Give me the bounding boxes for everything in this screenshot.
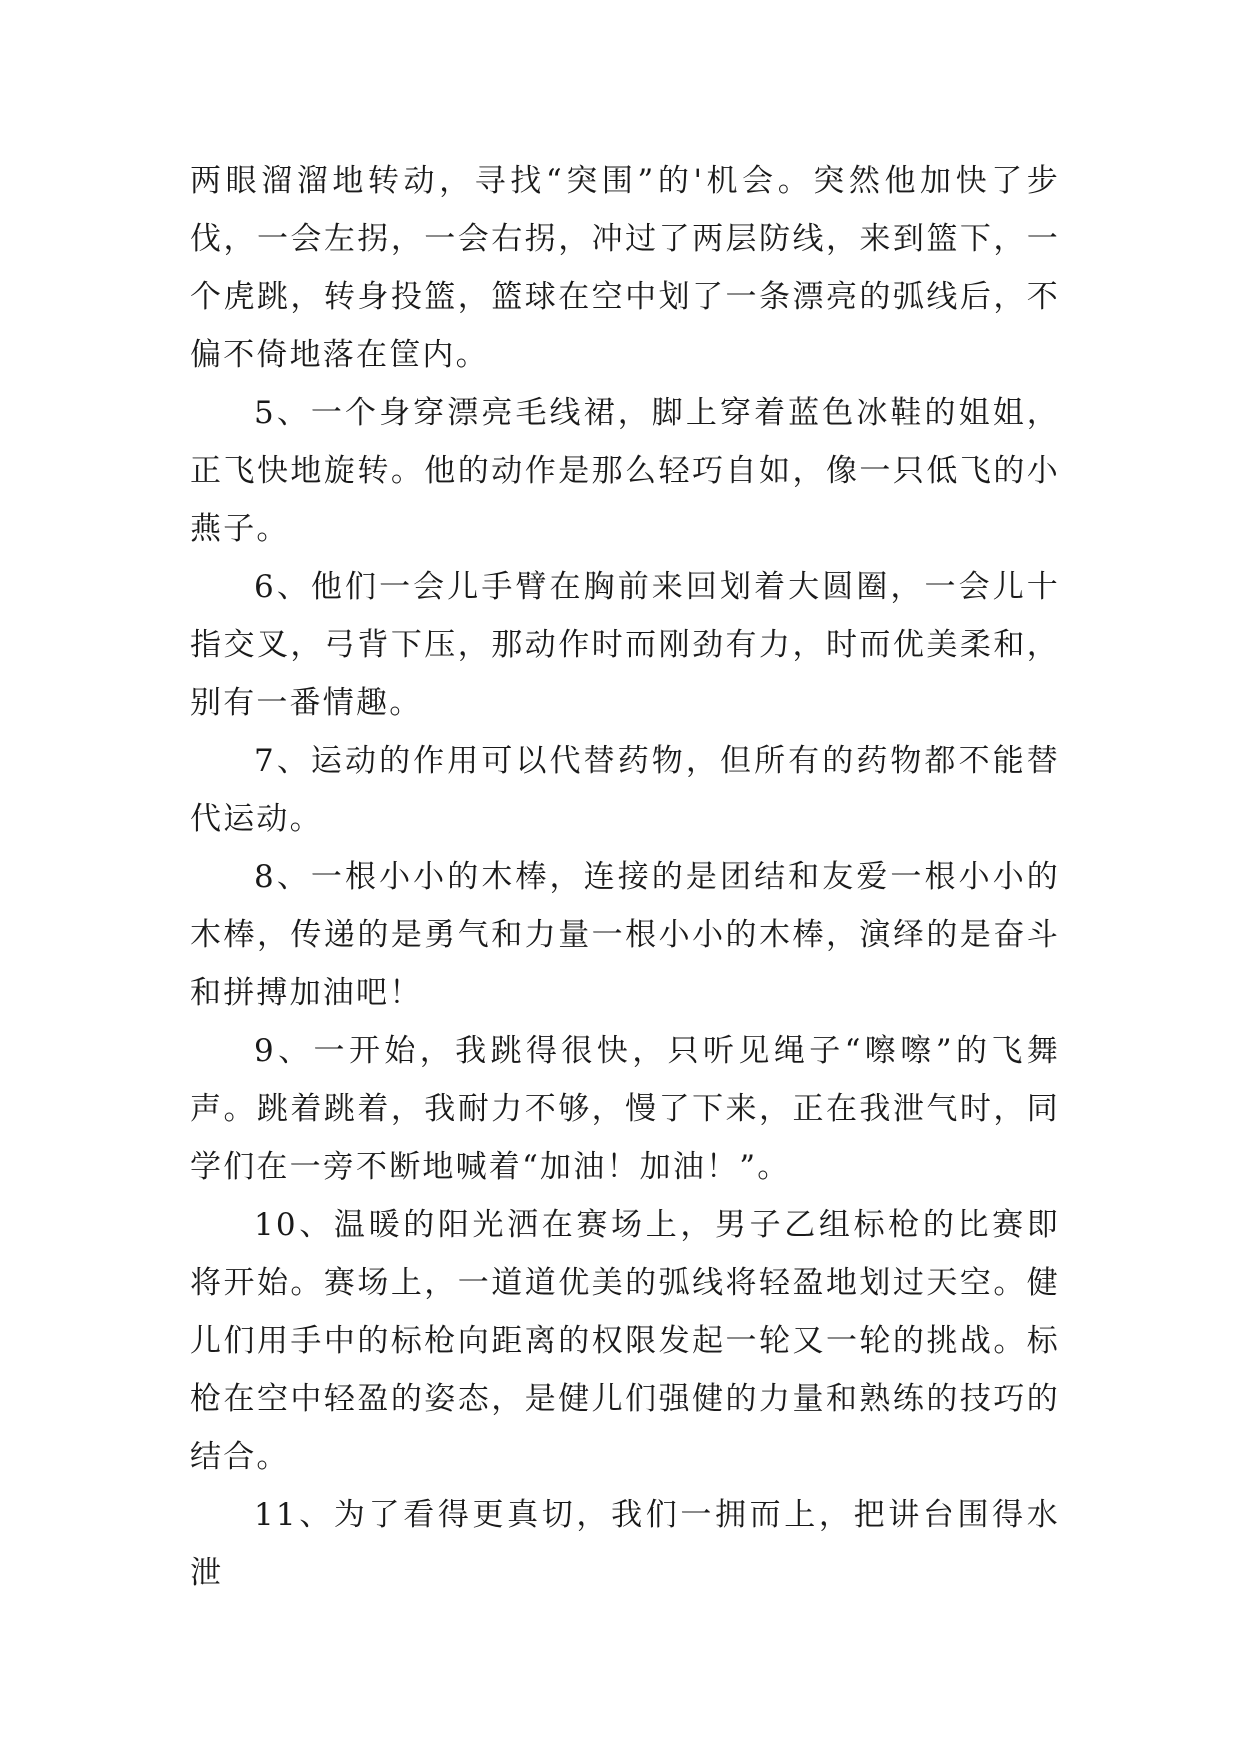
paragraph-item-5: 5、一个身穿漂亮毛线裙，脚上穿着蓝色冰鞋的姐姐，正飞快地旋转。他的动作是那么轻巧自如，像一只低飞的小燕子。 [190,395,1060,547]
document-body [190,152,1060,1602]
paragraph-item-9: 9、一开始，我跳得很快，只听见绳子“嚓嚓”的飞舞声。跳着跳着，我耐力不够，慢了下来，正在我泄气时，同学们在一旁不断地喊着“加油！加油！”。 [190,1033,1060,1185]
paragraph-item-10: 10、温暖的阳光洒在赛场上，男子乙组标枪的比赛即将开始。赛场上，一道道优美的弧线将轻盈地划过天空。健儿们用手中的标枪向距离的权限发起一轮又一轮的挑战。标枪在空中轻盈的姿态，是健儿们强健的力量和熟练的技巧的结合。 [190,1207,1060,1475]
paragraph-item-7: 7、运动的作用可以代替药物，但所有的药物都不能替代运动。 [190,743,1060,837]
paragraph-continued: 两眼溜溜地转动，寻找“突围”的'机会。突然他加快了步伐，一会左拐，一会右拐，冲过了两层防线，来到篮下，一个虎跳，转身投篮，篮球在空中划了一条漂亮的弧线后，不偏不倚地落在筐内。 [190,163,1060,373]
paragraph-item-8: 8、一根小小的木棒，连接的是团结和友爱一根小小的木棒，传递的是勇气和力量一根小小的木棒，演绎的是奋斗和拼搏加油吧！ [190,859,1060,1011]
paragraph-item-6: 6、他们一会儿手臂在胸前来回划着大圆圈，一会儿十指交叉，弓背下压，那动作时而刚劲有力，时而优美柔和，别有一番情趣。 [190,569,1060,721]
paragraph-item-11: 11、为了看得更真切，我们一拥而上，把讲台围得水泄 [190,1497,1060,1591]
